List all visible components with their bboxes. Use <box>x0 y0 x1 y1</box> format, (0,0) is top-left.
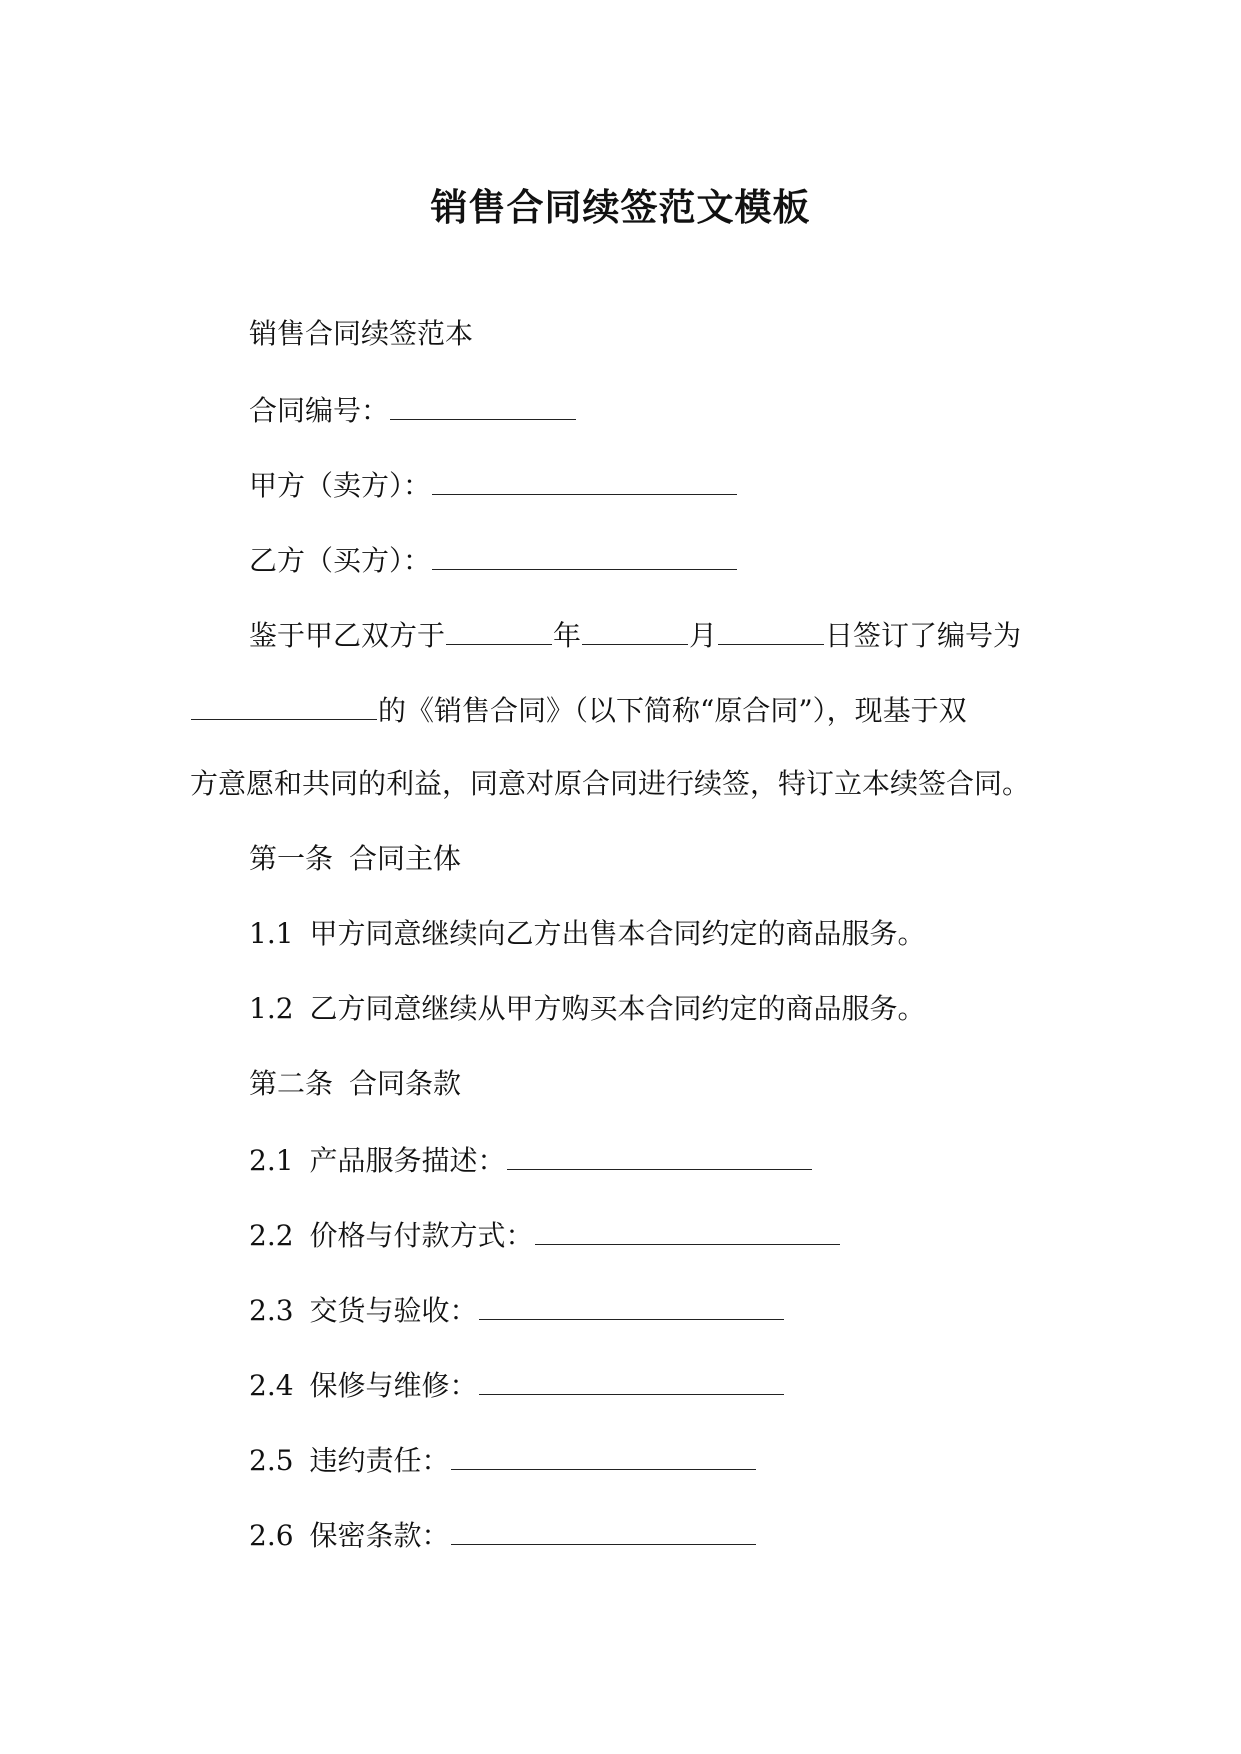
clause-blank <box>451 1439 756 1470</box>
article-2-heading <box>249 1064 461 1104</box>
clause-label: 交货与验收： <box>309 1294 478 1327</box>
article-1-title: 合同主体 <box>349 842 462 875</box>
clause-label: 保修与维修： <box>309 1369 478 1402</box>
subtitle: 销售合同续签范本 <box>249 317 474 350</box>
preamble-text-2: 的《销售合同》（以下简称“原合同”），现基于双 <box>378 694 967 727</box>
clause-text: 乙方同意继续从甲方购买本合同约定的商品服务。 <box>309 992 926 1025</box>
clause-blank <box>451 1514 756 1545</box>
preamble-line-3: 方意愿和共同的利益，同意对原合同进行续签，特订立本续签合同。 <box>190 767 1031 800</box>
clause-2-3 <box>249 1289 785 1331</box>
article-1-number: 第一条 <box>249 842 334 875</box>
clause-label: 价格与付款方式： <box>309 1219 534 1252</box>
clause-2-1 <box>249 1139 813 1181</box>
clause-number: 1.1 <box>249 917 294 950</box>
clause-label: 保密条款： <box>309 1519 450 1552</box>
clause-number: 2.5 <box>249 1444 294 1477</box>
clause-number: 2.6 <box>249 1519 294 1552</box>
contract-number-line <box>249 389 577 431</box>
contract-number-label: 合同编号： <box>249 394 390 427</box>
document-title: 销售合同续签范文模板 <box>430 185 811 229</box>
contract-number-blank <box>390 389 576 420</box>
year-blank <box>446 614 552 645</box>
preamble-line-2 <box>190 689 967 731</box>
preamble-line-1 <box>249 614 1021 656</box>
party-a-blank <box>432 464 737 495</box>
clause-blank <box>535 1214 840 1245</box>
day-label: 日签订了编号为 <box>825 619 1022 652</box>
clause-blank <box>507 1139 812 1170</box>
clause-number: 2.2 <box>249 1219 294 1252</box>
clause-1-1 <box>249 914 926 954</box>
clause-2-6 <box>249 1514 757 1556</box>
preamble-text-1: 鉴于甲乙双方于 <box>249 619 446 652</box>
clause-blank <box>479 1364 784 1395</box>
article-2-title: 合同条款 <box>349 1067 462 1100</box>
clause-number: 1.2 <box>249 992 294 1025</box>
party-a-label: 甲方（卖方）： <box>249 469 432 502</box>
party-b-label: 乙方（买方）： <box>249 544 432 577</box>
clause-number: 2.4 <box>249 1369 294 1402</box>
article-1-heading <box>249 839 461 879</box>
article-2-number: 第二条 <box>249 1067 334 1100</box>
month-label: 月 <box>689 619 718 652</box>
clause-2-5 <box>249 1439 757 1481</box>
clause-text: 甲方同意继续向乙方出售本合同约定的商品服务。 <box>309 917 926 950</box>
clause-blank <box>479 1289 784 1320</box>
party-b-blank <box>432 539 737 570</box>
clause-number: 2.1 <box>249 1144 294 1177</box>
clause-1-2 <box>249 989 926 1029</box>
clause-number: 2.3 <box>249 1294 294 1327</box>
party-b-line <box>249 539 738 581</box>
year-label: 年 <box>553 619 582 652</box>
month-blank <box>582 614 688 645</box>
clause-label: 产品服务描述： <box>309 1144 506 1177</box>
clause-2-4 <box>249 1364 785 1406</box>
clause-label: 违约责任： <box>309 1444 450 1477</box>
original-contract-number-blank <box>191 689 377 720</box>
party-a-line <box>249 464 738 506</box>
day-blank <box>718 614 824 645</box>
clause-2-2 <box>249 1214 841 1256</box>
